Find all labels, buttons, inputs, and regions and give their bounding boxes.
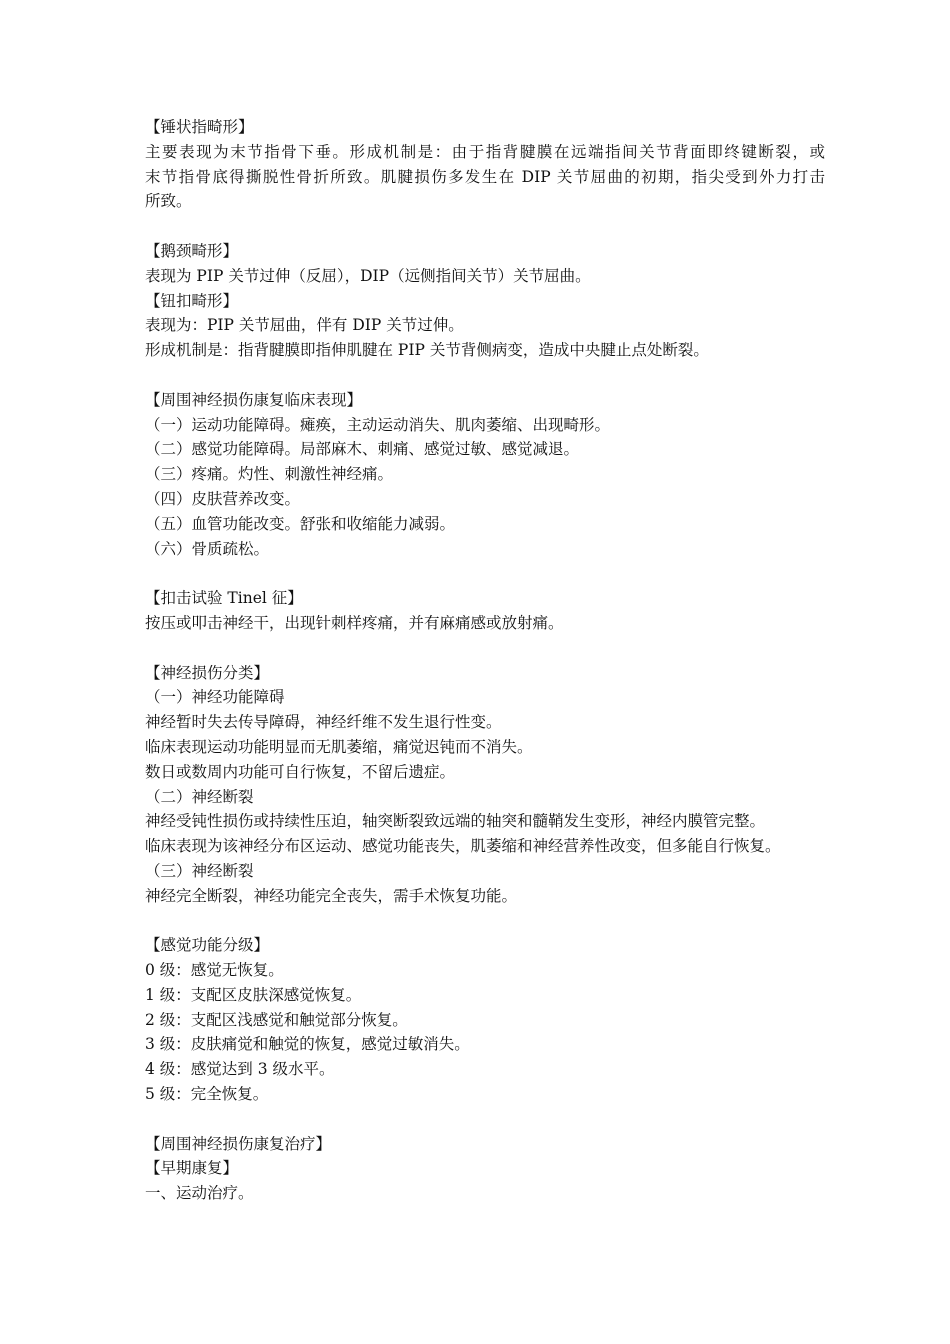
paragraph-line: （二）神经断裂 (145, 787, 254, 806)
paragraph-line: 表现为 PIP 关节过伸（反屈），DIP（远侧指间关节）关节屈曲。 (145, 266, 591, 285)
paragraph-line: 神经暂时失去传导障碍，神经纤维不发生退行性变。 (145, 713, 502, 732)
paragraph-line: （三）神经断裂 (145, 861, 254, 880)
paragraph-line: 按压或叩击神经干，出现针刺样疼痛，并有麻痛感或放射痛。 (145, 613, 564, 632)
blank-line (145, 214, 825, 239)
paragraph-line: 神经完全断裂，神经功能完全丧失，需手术恢复功能。 (145, 886, 518, 905)
blank-line (145, 561, 825, 586)
list-item: 4 级：感觉达到 3 级水平。 (145, 1060, 335, 1079)
blank-line (145, 363, 825, 388)
list-item: （三）疼痛。灼性、刺激性神经痛。 (145, 465, 394, 484)
section-title-classification: 【神经损伤分类】 (145, 663, 270, 682)
section-title-boutonniere: 【钮扣畸形】 (145, 291, 239, 310)
paragraph-line: 神经受钝性损伤或持续性压迫，轴突断裂致远端的轴突和髓鞘发生变形，神经内膜管完整。 (145, 812, 766, 831)
section-title-mallet-finger: 【锤状指畸形】 (145, 118, 254, 136)
blank-line (145, 909, 825, 934)
paragraph-line: 末节指骨底得撕脱性骨折所致。肌腱损伤多发生在 DIP 关节屈曲的初期，指尖受到外力打击 (145, 167, 825, 186)
list-item: 5 级：完全恢复。 (145, 1085, 269, 1104)
paragraph-line: 形成机制是：指背腱膜即指伸肌腱在 PIP 关节背侧病变，造成中央腱止点处断裂。 (145, 341, 709, 360)
section-title-sensory-grading: 【感觉功能分级】 (145, 936, 270, 955)
section-title-swan-neck: 【鹅颈畸形】 (145, 241, 239, 260)
paragraph-line: 临床表现运动功能明显而无肌萎缩，痛觉迟钝而不消失。 (145, 737, 533, 756)
list-item: 1 级：支配区皮肤深感觉恢复。 (145, 985, 362, 1004)
section-subtitle-early-rehab: 【早期康复】 (145, 1159, 239, 1178)
paragraph-line: 所致。 (145, 192, 192, 211)
list-item: 0 级：感觉无恢复。 (145, 961, 284, 980)
blank-line (145, 1107, 825, 1132)
list-item: （一）运动功能障碍。瘫痪，主动运动消失、肌肉萎缩、出现畸形。 (145, 415, 611, 434)
list-item: （二）感觉功能障碍。局部麻木、刺痛、感觉过敏、感觉减退。 (145, 440, 580, 459)
blank-line (145, 636, 825, 661)
paragraph-line: 数日或数周内功能可自行恢复，不留后遗症。 (145, 762, 456, 781)
list-item: （五）血管功能改变。舒张和收缩能力减弱。 (145, 514, 456, 533)
paragraph-line: 临床表现为该神经分布区运动、感觉功能丧失，肌萎缩和神经营养性改变，但多能自行恢复。 (145, 837, 781, 856)
section-title-tinel: 【扣击试验 Tinel 征】 (145, 589, 303, 608)
list-item: （四）皮肤营养改变。 (145, 489, 301, 508)
list-item: 2 级：支配区浅感觉和触觉部分恢复。 (145, 1010, 408, 1029)
list-item: 3 级：皮肤痛觉和触觉的恢复，感觉过敏消失。 (145, 1035, 470, 1054)
paragraph-line: 主要表现为末节指骨下垂。形成机制是：由于指背腱膜在远端指间关节背面即终键断裂，或 (145, 142, 825, 161)
paragraph-line: 一、运动治疗。 (145, 1184, 254, 1203)
section-title-clinical: 【周围神经损伤康复临床表现】 (145, 390, 363, 409)
section-title-treatment: 【周围神经损伤康复治疗】 (145, 1134, 332, 1153)
document-page (145, 115, 825, 1206)
paragraph-line: 表现为：PIP 关节屈曲，伴有 DIP 关节过伸。 (145, 316, 464, 335)
list-item: （六）骨质疏松。 (145, 539, 270, 558)
paragraph-line: （一）神经功能障碍 (145, 688, 285, 707)
